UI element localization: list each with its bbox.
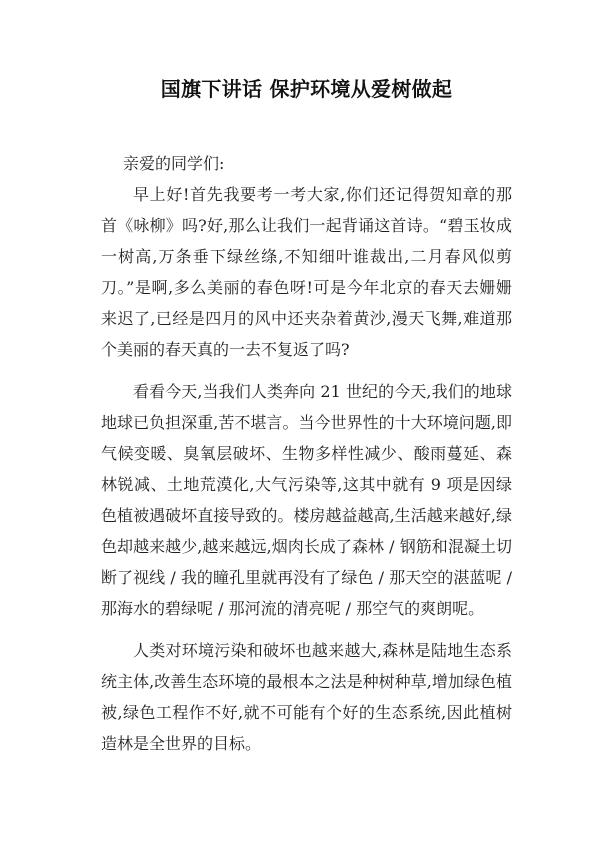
salutation: 亲爱的同学们:: [123, 154, 225, 173]
paragraph-2: 看看今天,当我们人类奔向 21 世纪的今天,我们的地球地球已负担深重,苦不堪言。当今世界性的十大环境问题,即气候变暖、臭氧层破坏、生物多样性减少、酸雨蔓延、森林锐减、土地荒漠化,大气污染等,这其中就有 9 项是因绿色植被遇破坏直接导致的。楼房越益越高,生活越来越好,绿色却越来越少,越来越远,烟肉长成了森林 / 钢筋和混凝土切断了视线 / 我的瞳孔里就再没有了绿色 / 那天空的湛蓝呢 / 那海水的碧绿呢 / 那河流的清亮呢 / 那空气的爽朗呢。: [101, 382, 512, 618]
document-title: 国旗下讲话 保护环境从爱树做起: [160, 77, 453, 101]
paragraph-3: 人类对环境污染和破坏也越来越大,森林是陆地生态系统主体,改善生态环境的最根本之法是种树种草,增加绿色植被,绿色工程作不好,就不可能有个好的生态系统,因此植树造林是全世界的目标。: [101, 641, 512, 753]
paragraph-1: 早上好!首先我要考一考大家,你们还记得贺知章的那首《咏柳》吗?好,那么让我们一起背诵这首诗。“碧玉妆成一树高,万条垂下绿丝绦,不知细叶谁裁出,二月春风似剪刀。”是啊,多么美丽的春色呀!可是今年北京的春天去姗姗来迟了,已经是四月的风中还夹杂着黄沙,漫天飞舞,难道那个美丽的春天真的一去不复返了吗?: [101, 185, 512, 359]
